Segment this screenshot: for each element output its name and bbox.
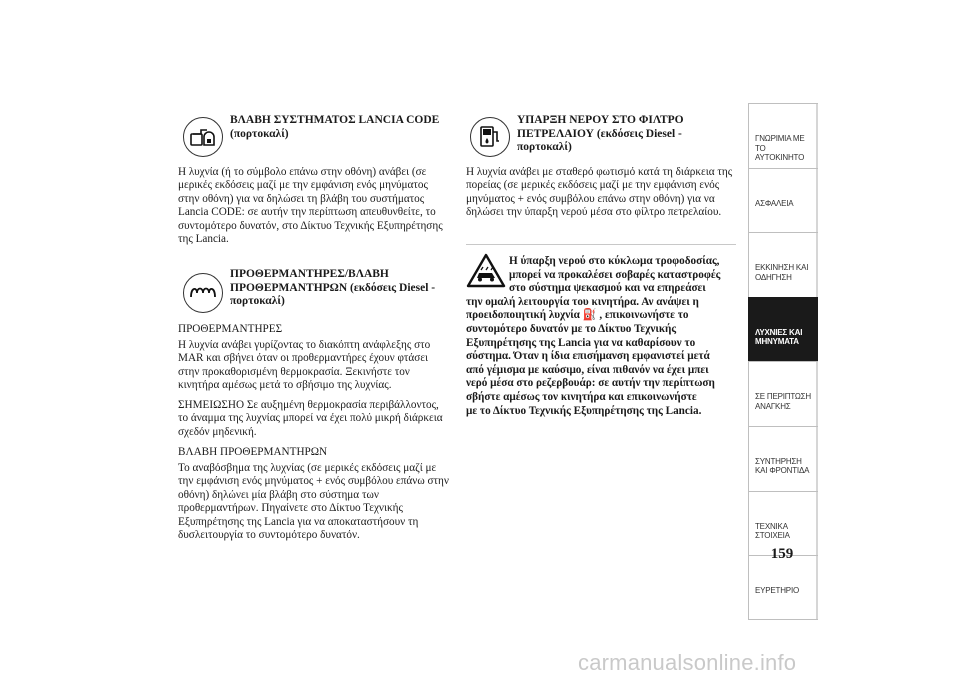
body-glow-plugs: Η λυχνία ανάβει γυρίζοντας το διακόπτη ανάφλεξης στο MAR και σβήνει όταν οι προθερμαντήρες έχουν φτάσει στην προκαθορισμένη θερμοκρασία. Ξεκινήστε τον κινητήρα αμέσως μετά το σβήσιμο της λυχνίας. xyxy=(178,339,431,392)
warning-line: μπορεί να προκαλέσει σοβαρές καταστροφές xyxy=(509,268,721,281)
subheading-glow-plug-failure: ΒΛΑΒΗ ΠΡΟΘΕΡΜΑΝΤΗΡΩΝ xyxy=(178,446,328,458)
glow-plug-coil-icon xyxy=(183,273,223,313)
warning-line: Η ύπαρξη νερού στο κύκλωμα τροφοδοσίας, xyxy=(509,255,720,267)
warning-line: Εξυπηρέτησης της Lancia για να καθαρίσουν το xyxy=(466,336,696,349)
tab-safety[interactable]: ΑΣΦΑΛΕΙΑ xyxy=(748,168,818,233)
lancia-code-key-lock-icon xyxy=(183,117,223,157)
tab-technical-data[interactable]: ΤΕΧΝΙΚΑ ΣΤΟΙΧΕΙΑ xyxy=(748,491,818,556)
warning-line: σύστημα. Όταν η ίδια επισήμανση εμφανιστεί μετά xyxy=(466,350,710,363)
chapter-index-sidebar xyxy=(748,103,818,620)
page-number: 159 xyxy=(770,546,794,562)
watermark: carmanualsonline.info xyxy=(578,650,797,675)
tab-maintenance-care[interactable]: ΣΥΝΤΗΡΗΣΗ ΚΑΙ ΦΡΟΝΤΙΔΑ xyxy=(748,426,818,491)
warning-line: νερό μέσα στο ρεζερβουάρ: σε αυτήν την περίπτωση xyxy=(466,377,715,390)
section-body-lancia-code: Η λυχνία (ή το σύμβολο επάνω στην οθόνη) ανάβει (σε μερικές εκδόσεις μαζί με την εμφάνιση ενός μηνύματος στην οθόνη) για να δηλώσει τη βλάβη του συστήματος Lancia CODE: σε αυτήν την περίπτωση απευθυνθείτε, το συντομότερο δυνατόν, στο Δίκτυο Τεχνικής Εξυπηρέτησης της Lancia. xyxy=(178,166,443,246)
tab-warning-lights-messages[interactable]: ΛΥΧΝΙΕΣ ΚΑΙ ΜΗΝΥΜΑΤΑ xyxy=(748,297,818,362)
warning-line: συντομότερο δυνατόν με το Δίκτυο Τεχνικής xyxy=(466,323,677,335)
body-glow-plug-failure: Το αναβόσβημα της λυχνίας (σε μερικές εκδόσεις μαζί με την εμφάνιση ενός μηνύματος + ενός συμβόλου επάνω στην οθόνη) δηλώνει μία βλάβη στο σύστημα των προθερμαντήρων. Πηγαίνετε στο Δίκτυο Τεχνικής Εξυπηρέτησης της Lancia για να αποκαταστήσουν τη δυσλειτουργία το συντομότερο δυνατόν. xyxy=(178,462,449,542)
subheading-glow-plugs: ΠΡΟΘΕΡΜΑΝΤΗΡΕΣ xyxy=(178,323,283,335)
tab-index[interactable]: ΕΥΡΕΤΗΡΙΟ xyxy=(748,555,818,620)
tab-starting-driving[interactable]: ΕΚΚΙΝΗΣΗ ΚΑΙ ΟΔΗΓΗΣΗ xyxy=(748,232,818,297)
section-heading-water-in-filter: ΥΠΑΡΞΗ ΝΕΡΟΥ ΣΤΟ ΦΙΛΤΡΟ ΠΕΤΡΕΛΑΙΟΥ (εκδόσεις Diesel - πορτοκαλί) xyxy=(517,114,684,153)
tab-emergency[interactable]: ΣΕ ΠΕΡΙΠΤΩΣΗ ΑΝΑΓΚΗΣ xyxy=(748,361,818,426)
water-in-fuel-filter-icon xyxy=(470,117,510,157)
section-body-water-in-filter: Η λυχνία ανάβει με σταθερό φωτισμό κατά τη διάρκεια της πορείας (σε μερικές εκδόσεις μαζί με την εμφάνιση ενός μηνύματος + ενός συμβόλου επάνω στην οθόνη) για να δηλώσει την ύπαρξη νερού μέσα στο φίλτρο πετρελαίου. xyxy=(466,166,733,219)
warning-line: την ομαλή λειτουργία του κινητήρα. Αν ανάψει η xyxy=(466,295,699,308)
note-glow-plugs: ΣΗΜΕΙΩΣΗΟ Σε αυξημένη θερμοκρασία περιβάλλοντος, το άναμμα της λυχνίας μπορεί να έχει πολύ μικρή διάρκεια σχεδόν μηδενική. xyxy=(178,399,443,438)
warning-line: με το Δίκτυο Τεχνικής Εξυπηρέτησης της Lancia. xyxy=(466,404,702,417)
warning-line: από γέμισμα με καύσιμο, είναι πιθανόν να έχει μπει xyxy=(466,363,709,376)
warning-triangle-car-icon xyxy=(466,253,506,289)
warning-divider xyxy=(466,244,736,245)
tab-getting-to-know[interactable]: ΓΝΩΡΙΜΙΑ ΜΕ ΤΟ ΑΥΤΟΚΙΝΗΤΟ xyxy=(748,103,818,168)
warning-line: προειδοποιητική λυχνία ⛽ , επικοινωνήστε το xyxy=(466,309,689,322)
section-heading-glow-plugs: ΠΡΟΘΕΡΜΑΝΤΗΡΕΣ/ΒΛΑΒΗ ΠΡΟΘΕΡΜΑΝΤΗΡΩΝ (εκδόσεις Diesel - πορτοκαλί) xyxy=(230,268,436,307)
warning-line: σβήστε αμέσως τον κινητήρα και επικοινωνήστε xyxy=(466,391,697,403)
warning-line: στο σύστημα ψεκασμού και να επηρεάσει xyxy=(509,282,706,295)
section-heading-lancia-code: ΒΛΑΒΗ ΣΥΣΤΗΜΑΤΟΣ LANCIA CODE (πορτοκαλί) xyxy=(230,114,440,140)
